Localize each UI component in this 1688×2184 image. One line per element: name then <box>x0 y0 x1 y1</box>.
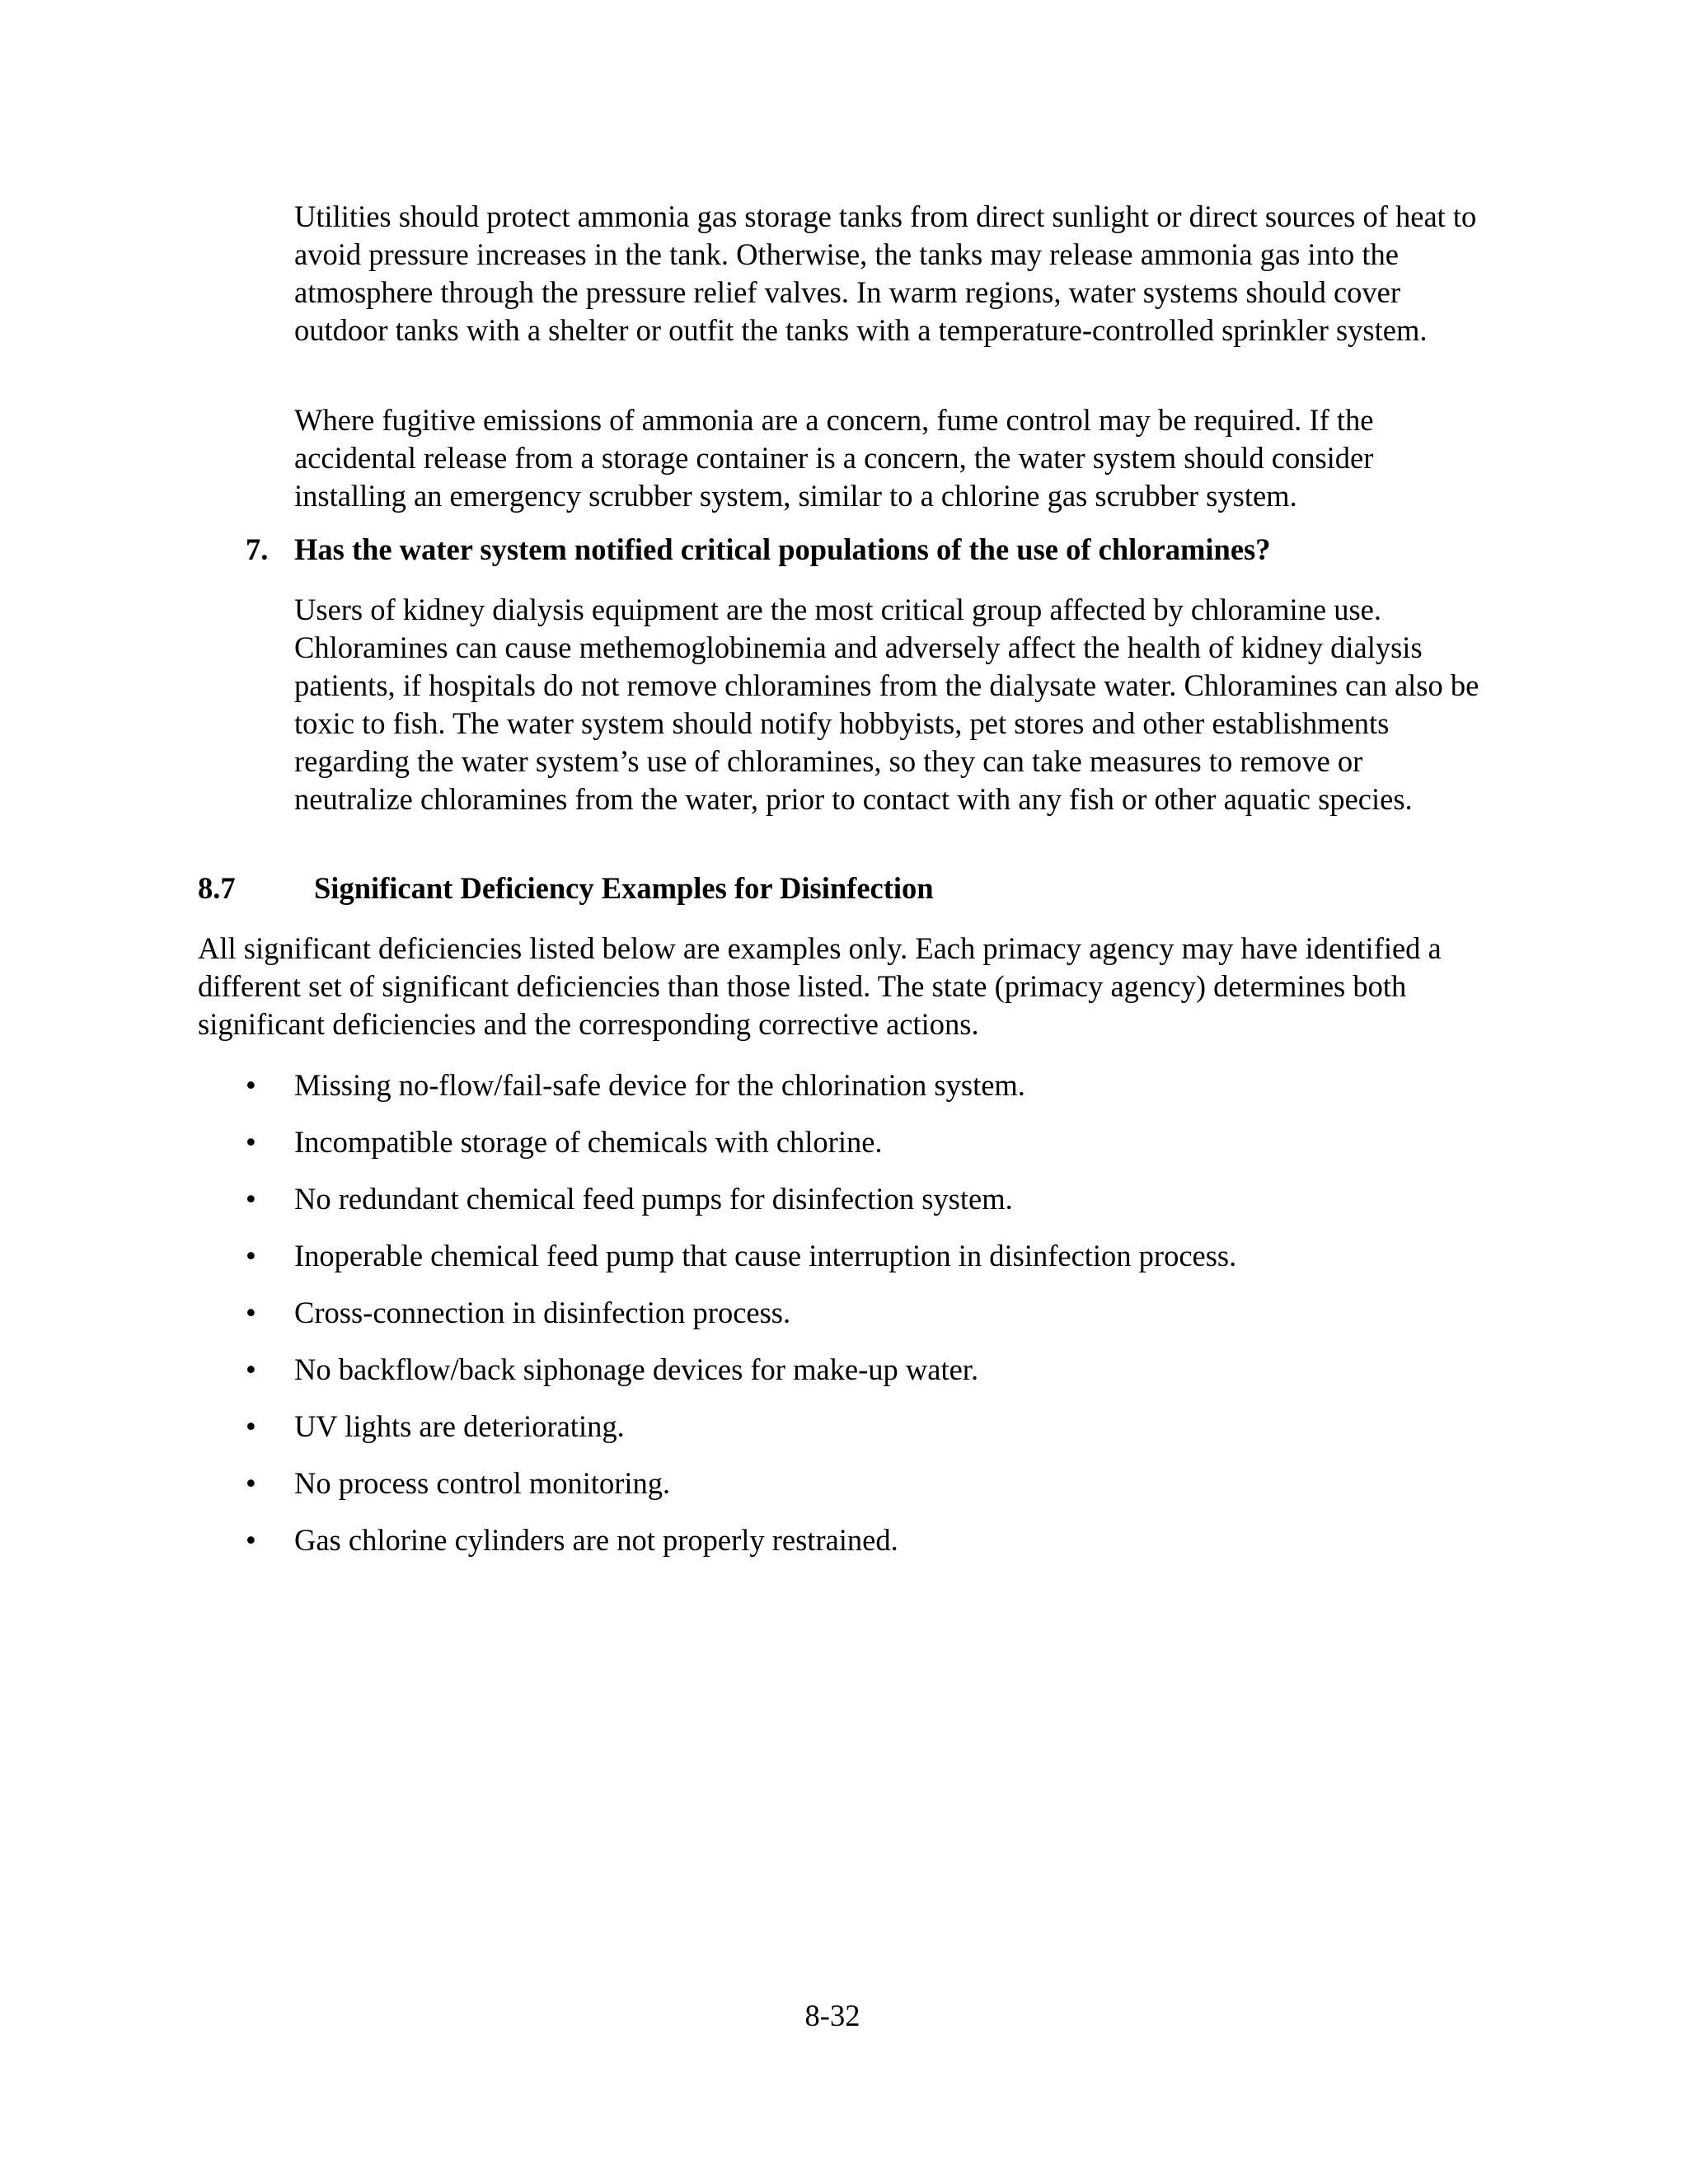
list-item <box>246 1521 1482 1559</box>
list-item <box>246 1408 1482 1446</box>
section-intro: All significant deficiencies listed below are examples only. Each primacy agency may have identified a different set of significant deficiencies than those listed. The state (primacy agency) determines both significant deficiencies and the corresponding corrective actions. <box>198 931 1442 1041</box>
list-item-text: No redundant chemical feed pumps for disinfection system. <box>294 1182 1013 1216</box>
bullet-icon: • <box>246 1523 256 1557</box>
question-number: 7. <box>246 532 269 566</box>
bullet-icon: • <box>246 1409 256 1443</box>
list-item-text: No backflow/back siphonage devices for make-up water. <box>294 1352 979 1386</box>
page-number: 8-32 <box>804 1999 860 2032</box>
list-item <box>246 1294 1482 1332</box>
question-text: Has the water system notified critical populations of the use of chloramines? <box>294 532 1271 566</box>
deficiency-list <box>246 1066 1482 1578</box>
list-item-text: Cross-connection in disinfection process. <box>294 1296 791 1329</box>
bullet-icon: • <box>246 1296 256 1329</box>
list-item <box>246 1123 1482 1161</box>
list-item-text: No process control monitoring. <box>294 1466 671 1500</box>
paragraph-dialysis: Users of kidney dialysis equipment are the most critical group affected by chloramine use. Chloramines can cause methemoglobinemia and adversely affect the health of kidney dialysis patients, if hospitals do not remove chloramines from the dialysate water. Chloramines can also be toxic to fish. The water system should notify hobbyists, pet stores and other establishments regarding the water system’s use of chloramines, so they can take measures to remove or neutralize chloramines from the water, prior to contact with any fish or other aquatic species. <box>294 593 1479 816</box>
paragraph-fugitive-emissions: Where fugitive emissions of ammonia are a concern, fume control may be required. If the accidental release from a storage container is a concern, the water system should consider installing an emergency scrubber system, similar to a chlorine gas scrubber system. <box>294 403 1374 513</box>
bullet-icon: • <box>246 1125 256 1159</box>
list-item-text: Missing no-flow/fail-safe device for the chlorination system. <box>294 1068 1025 1102</box>
section-number: 8.7 <box>198 871 236 905</box>
list-item <box>246 1351 1482 1389</box>
list-item-text: Inoperable chemical feed pump that cause interruption in disinfection process. <box>294 1239 1237 1272</box>
paragraph-ammonia-storage: Utilities should protect ammonia gas storage tanks from direct sunlight or direct sources of heat to avoid pressure increases in the tank. Otherwise, the tanks may release ammonia gas into the atmosphere through the pressure relief valves. In warm regions, water systems should cover outdoor tanks with a shelter or outfit the tanks with a temperature-controlled sprinkler system. <box>294 199 1477 347</box>
bullet-icon: • <box>246 1182 256 1216</box>
list-item-text: UV lights are deteriorating. <box>294 1409 625 1443</box>
list-item-text: Gas chlorine cylinders are not properly restrained. <box>294 1523 898 1557</box>
list-item <box>246 1066 1482 1104</box>
list-item <box>246 1465 1482 1502</box>
list-item <box>246 1237 1482 1275</box>
bullet-icon: • <box>246 1466 256 1500</box>
bullet-icon: • <box>246 1068 256 1102</box>
bullet-icon: • <box>246 1239 256 1272</box>
list-item <box>246 1180 1482 1218</box>
list-item-text: Incompatible storage of chemicals with chlorine. <box>294 1125 883 1159</box>
bullet-icon: • <box>246 1352 256 1386</box>
section-title: Significant Deficiency Examples for Disinfection <box>314 871 934 905</box>
